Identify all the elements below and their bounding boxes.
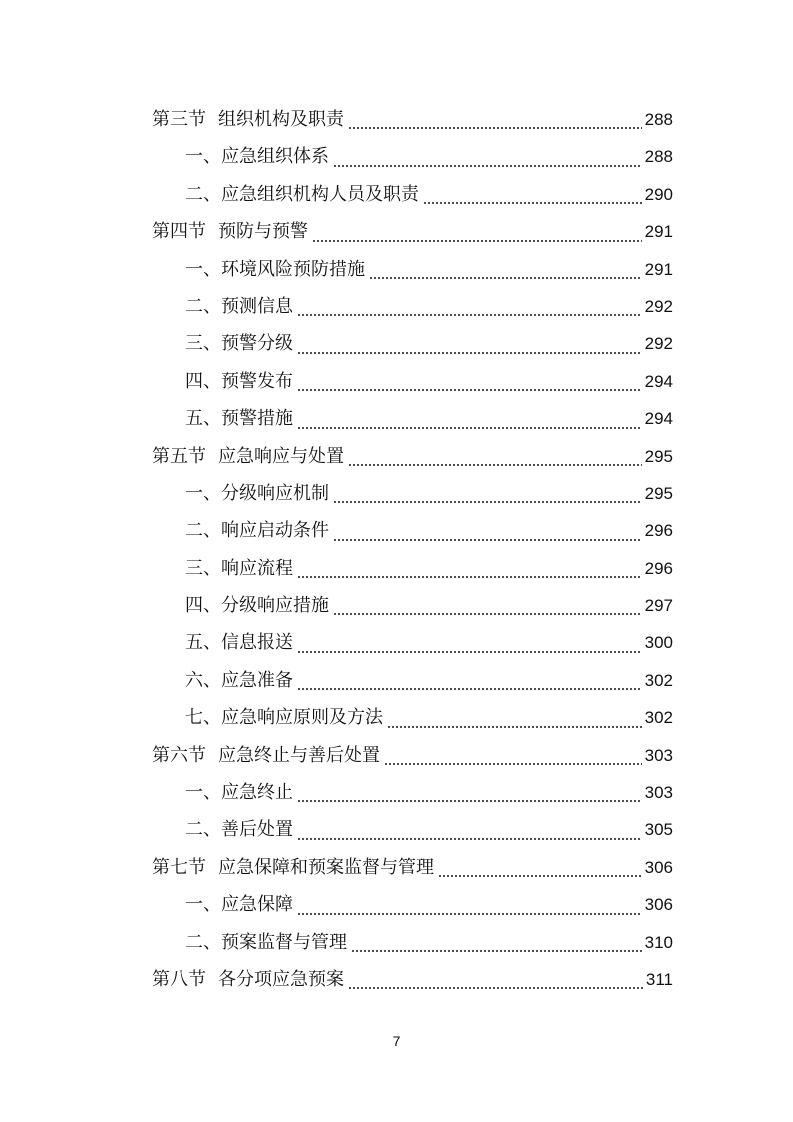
toc-section-entry[interactable] <box>152 961 673 998</box>
toc-entry-title: 信息报送 <box>221 632 293 654</box>
toc-entry-number: 第五节 <box>152 445 206 467</box>
toc-entry-page: 306 <box>644 895 673 915</box>
toc-entry-page: 311 <box>645 969 673 989</box>
toc-subsection-entry[interactable] <box>152 550 673 587</box>
toc-entry-page: 290 <box>644 184 673 204</box>
toc-entry-leader-dots <box>423 176 642 213</box>
toc-entry-title: 预测信息 <box>221 295 293 317</box>
toc-subsection-entry[interactable] <box>152 288 673 325</box>
toc-entry-number: 五、 <box>185 408 221 430</box>
toc-entry-number: 一、 <box>185 482 221 504</box>
toc-subsection-entry[interactable] <box>152 400 673 437</box>
toc-entry-number: 第八节 <box>152 968 206 990</box>
toc-entry-page: 292 <box>644 296 673 316</box>
toc-entry-page: 302 <box>644 708 673 728</box>
toc-entry-number: 一、 <box>185 782 221 804</box>
toc-entry-number: 一、 <box>185 258 221 280</box>
toc-entry-leader-dots <box>384 737 642 774</box>
toc-entry-title: 应急响应与处置 <box>218 445 344 467</box>
toc-entry-title: 应急响应原则及方法 <box>221 707 383 729</box>
toc-entry-leader-dots <box>387 699 642 736</box>
toc-entry-page: 295 <box>644 483 673 503</box>
toc-entry-title: 应急组织机构人员及职责 <box>221 183 419 205</box>
toc-entry-page: 305 <box>644 820 673 840</box>
toc-section-entry[interactable] <box>152 849 673 886</box>
toc-entry-leader-dots <box>333 138 642 175</box>
toc-subsection-entry[interactable] <box>152 774 673 811</box>
toc-entry-number: 一、 <box>185 146 221 168</box>
toc-entry-title: 环境风险预防措施 <box>221 258 365 280</box>
toc-entry-page: 297 <box>644 596 673 616</box>
toc-entry-title: 分级响应措施 <box>221 595 329 617</box>
toc-entry-number: 第七节 <box>152 856 206 878</box>
toc-subsection-entry[interactable] <box>152 325 673 362</box>
toc-entry-page: 295 <box>644 446 673 466</box>
toc-entry-title: 应急组织体系 <box>221 146 329 168</box>
toc-entry-title: 应急准备 <box>221 669 293 691</box>
toc-subsection-entry[interactable] <box>152 176 673 213</box>
toc-entry-number: 一、 <box>185 894 221 916</box>
toc-entry-title: 应急保障和预案监督与管理 <box>218 856 434 878</box>
toc-entry-title: 应急终止 <box>221 782 293 804</box>
toc-entry-page: 300 <box>644 633 673 653</box>
toc-entry-leader-dots <box>297 325 642 362</box>
toc-entry-leader-dots <box>333 587 642 624</box>
toc-entry-number: 第六节 <box>152 744 206 766</box>
toc-subsection-entry[interactable] <box>152 662 673 699</box>
toc-entry-title: 应急保障 <box>221 894 293 916</box>
toc-entry-title: 分级响应机制 <box>221 482 329 504</box>
table-of-contents <box>152 101 673 998</box>
toc-entry-leader-dots <box>297 811 642 848</box>
toc-entry-leader-dots <box>348 101 642 138</box>
toc-entry-page: 306 <box>644 857 673 877</box>
toc-subsection-entry[interactable] <box>152 475 673 512</box>
toc-entry-title: 预防与预警 <box>218 221 308 243</box>
toc-subsection-entry[interactable] <box>152 699 673 736</box>
toc-entry-page: 288 <box>644 109 673 129</box>
toc-entry-leader-dots <box>351 924 642 961</box>
toc-entry-leader-dots <box>333 512 642 549</box>
toc-entry-leader-dots <box>297 886 642 923</box>
toc-entry-page: 296 <box>644 521 673 541</box>
toc-entry-page: 291 <box>644 259 673 279</box>
toc-entry-page: 296 <box>644 558 673 578</box>
toc-section-entry[interactable] <box>152 101 673 138</box>
toc-section-entry[interactable] <box>152 213 673 250</box>
toc-section-entry[interactable] <box>152 737 673 774</box>
toc-entry-leader-dots <box>297 363 642 400</box>
toc-subsection-entry[interactable] <box>152 138 673 175</box>
toc-entry-number: 五、 <box>185 632 221 654</box>
toc-entry-number: 三、 <box>185 557 221 579</box>
toc-subsection-entry[interactable] <box>152 811 673 848</box>
toc-entry-number: 二、 <box>185 520 221 542</box>
page-number: 7 <box>392 1033 401 1049</box>
toc-entry-leader-dots <box>369 251 642 288</box>
toc-entry-page: 292 <box>644 334 673 354</box>
toc-entry-title: 预警发布 <box>221 370 293 392</box>
toc-entry-page: 303 <box>644 783 673 803</box>
toc-entry-number: 四、 <box>185 595 221 617</box>
toc-entry-page: 303 <box>644 745 673 765</box>
toc-entry-leader-dots <box>348 961 643 998</box>
toc-entry-number: 四、 <box>185 370 221 392</box>
toc-entry-title: 各分项应急预案 <box>218 968 344 990</box>
toc-entry-leader-dots <box>333 475 642 512</box>
toc-entry-title: 预案监督与管理 <box>221 931 347 953</box>
toc-entry-number: 二、 <box>185 819 221 841</box>
toc-entry-leader-dots <box>297 624 642 661</box>
toc-entry-page: 288 <box>644 147 673 167</box>
toc-entry-title: 响应启动条件 <box>221 520 329 542</box>
toc-entry-page: 291 <box>644 222 673 242</box>
toc-entry-leader-dots <box>297 662 642 699</box>
toc-entry-number: 七、 <box>185 707 221 729</box>
toc-entry-title: 响应流程 <box>221 557 293 579</box>
toc-entry-page: 310 <box>644 932 673 952</box>
toc-entry-leader-dots <box>348 438 642 475</box>
toc-subsection-entry[interactable] <box>152 251 673 288</box>
toc-entry-page: 302 <box>644 670 673 690</box>
toc-entry-title: 组织机构及职责 <box>218 108 344 130</box>
toc-entry-number: 第四节 <box>152 221 206 243</box>
toc-entry-number: 二、 <box>185 295 221 317</box>
toc-entry-leader-dots <box>297 400 642 437</box>
toc-subsection-entry[interactable] <box>152 363 673 400</box>
toc-entry-leader-dots <box>297 288 642 325</box>
toc-subsection-entry[interactable] <box>152 924 673 961</box>
toc-subsection-entry[interactable] <box>152 886 673 923</box>
toc-subsection-entry[interactable] <box>152 512 673 549</box>
toc-entry-title: 应急终止与善后处置 <box>218 744 380 766</box>
toc-list <box>152 101 673 998</box>
toc-entry-number: 六、 <box>185 669 221 691</box>
toc-entry-title: 善后处置 <box>221 819 293 841</box>
toc-entry-leader-dots <box>438 849 642 886</box>
toc-entry-leader-dots <box>312 213 642 250</box>
toc-entry-title: 预警分级 <box>221 333 293 355</box>
toc-entry-leader-dots <box>297 550 642 587</box>
toc-entry-number: 二、 <box>185 931 221 953</box>
toc-subsection-entry[interactable] <box>152 587 673 624</box>
toc-entry-page: 294 <box>644 371 673 391</box>
toc-subsection-entry[interactable] <box>152 624 673 661</box>
toc-entry-number: 三、 <box>185 333 221 355</box>
toc-section-entry[interactable] <box>152 438 673 475</box>
toc-entry-number: 二、 <box>185 183 221 205</box>
toc-entry-title: 预警措施 <box>221 408 293 430</box>
toc-entry-leader-dots <box>297 774 642 811</box>
toc-entry-page: 294 <box>644 409 673 429</box>
toc-entry-number: 第三节 <box>152 108 206 130</box>
